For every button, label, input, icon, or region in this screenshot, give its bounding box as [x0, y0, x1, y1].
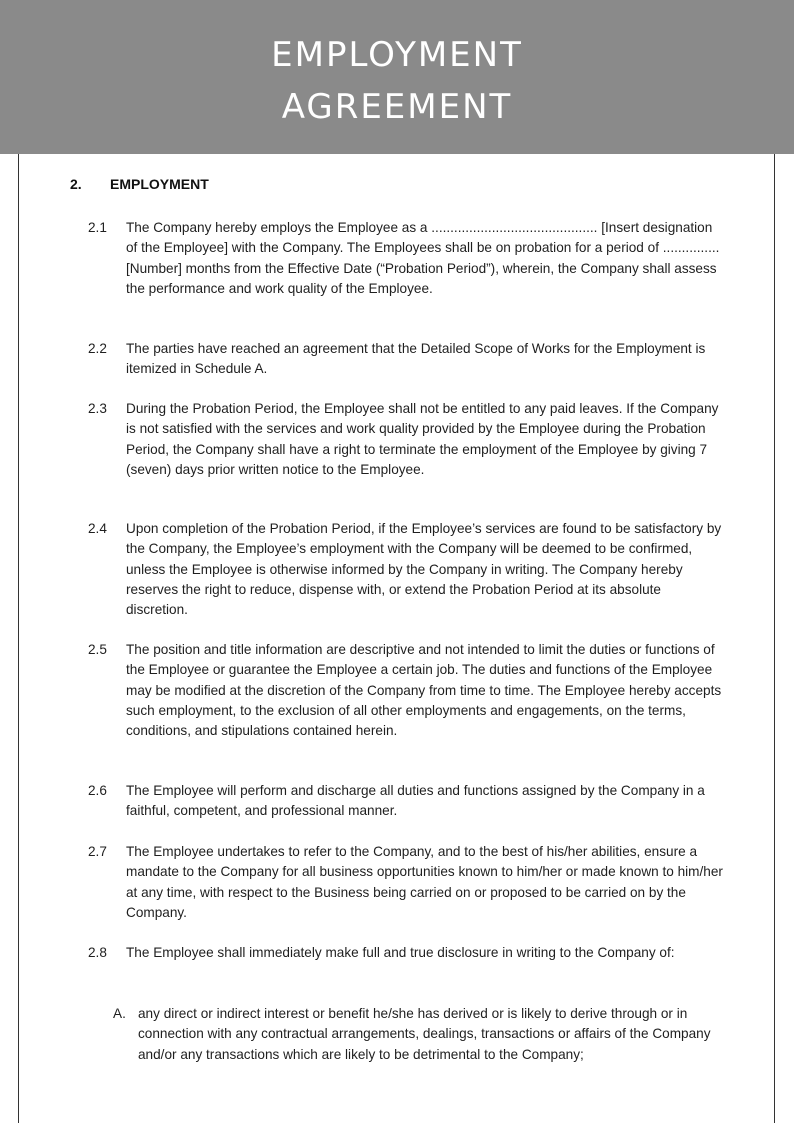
clause-number: 2.8: [88, 945, 107, 960]
clause-text: The Employee will perform and discharge all duties and functions assigned by the Company in a faithful, competent, and professional manner.: [126, 783, 705, 819]
clause-2-8: [88, 943, 728, 963]
subclause-a: [113, 1004, 733, 1065]
clause-number: 2.7: [88, 844, 107, 859]
title-banner: [0, 0, 794, 154]
clause-text: The position and title information are descriptive and not intended to limit the duties or functions of the Employee or guarantee the Employee a certain job. The duties and functions of the Employee may be modified at the discretion of the Company from time to time. The Employee hereby accepts such employment, to the exclusion of all other employments and engagements, on the terms, conditions, and stipulations contained herein.: [126, 642, 722, 739]
clause-2-1: [88, 218, 728, 299]
subclause-text: any direct or indirect interest or benefit he/she has derived or is likely to derive through or in connection with any contractual arrangements, dealings, transactions or affairs of the Company and/or any transactions which are likely to be detrimental to the Company;: [138, 1006, 711, 1062]
clause-2-6: [88, 781, 728, 822]
clause-number: 2.5: [88, 642, 107, 657]
clause-2-4: [88, 519, 728, 620]
clause-2-2: [88, 339, 728, 380]
title-line-1: EMPLOYMENT: [271, 35, 523, 75]
title-line-2: AGREEMENT: [281, 87, 513, 127]
section-number: 2.: [70, 176, 82, 192]
clause-number: 2.1: [88, 220, 107, 235]
subclause-letter: A.: [113, 1006, 126, 1021]
document-page: [18, 154, 775, 1123]
clause-text: The Company hereby employs the Employee as a ............................................ [Insert designation of the Employee] with the Company. The Employees shall be on probation for a period of ...............[Number] months from the Effective Date (“Probation Period”), wherein, the Company shall assess the performance and work quality of the Employee.: [126, 220, 720, 296]
clause-text: The Employee undertakes to refer to the Company, and to the best of his/her abilities, ensure a mandate to the Company for all business opportunities known to him/her or made known to him/her at any time, with respect to the Business being carried on or proposed to be carried on by the Company.: [126, 844, 723, 920]
clause-2-5: [88, 640, 728, 741]
clause-number: 2.4: [88, 521, 107, 536]
section-heading: [70, 176, 209, 192]
clause-number: 2.2: [88, 341, 107, 356]
clause-number: 2.3: [88, 401, 107, 416]
clause-text: Upon completion of the Probation Period, if the Employee’s services are found to be satisfactory by the Company, the Employee’s employment with the Company will be deemed to be confirmed, unless the Employee is otherwise informed by the Company in writing. The Company hereby reserves the right to reduce, dispense with, or extend the Probation Period at its absolute discretion.: [126, 521, 722, 618]
clause-2-7: [88, 842, 728, 923]
clause-text: The parties have reached an agreement that the Detailed Scope of Works for the Employment is itemized in Schedule A.: [126, 341, 706, 377]
clause-number: 2.6: [88, 783, 107, 798]
clause-text: During the Probation Period, the Employee shall not be entitled to any paid leaves. If the Company is not satisfied with the services and work quality provided by the Employee during the Probation Period, the Company shall have a right to terminate the employment of the Employee by giving 7 (seven) days prior written notice to the Employee.: [126, 401, 719, 477]
clause-text: The Employee shall immediately make full and true disclosure in writing to the Company of:: [126, 945, 675, 960]
section-title: EMPLOYMENT: [110, 176, 209, 192]
clause-2-3: [88, 399, 728, 480]
